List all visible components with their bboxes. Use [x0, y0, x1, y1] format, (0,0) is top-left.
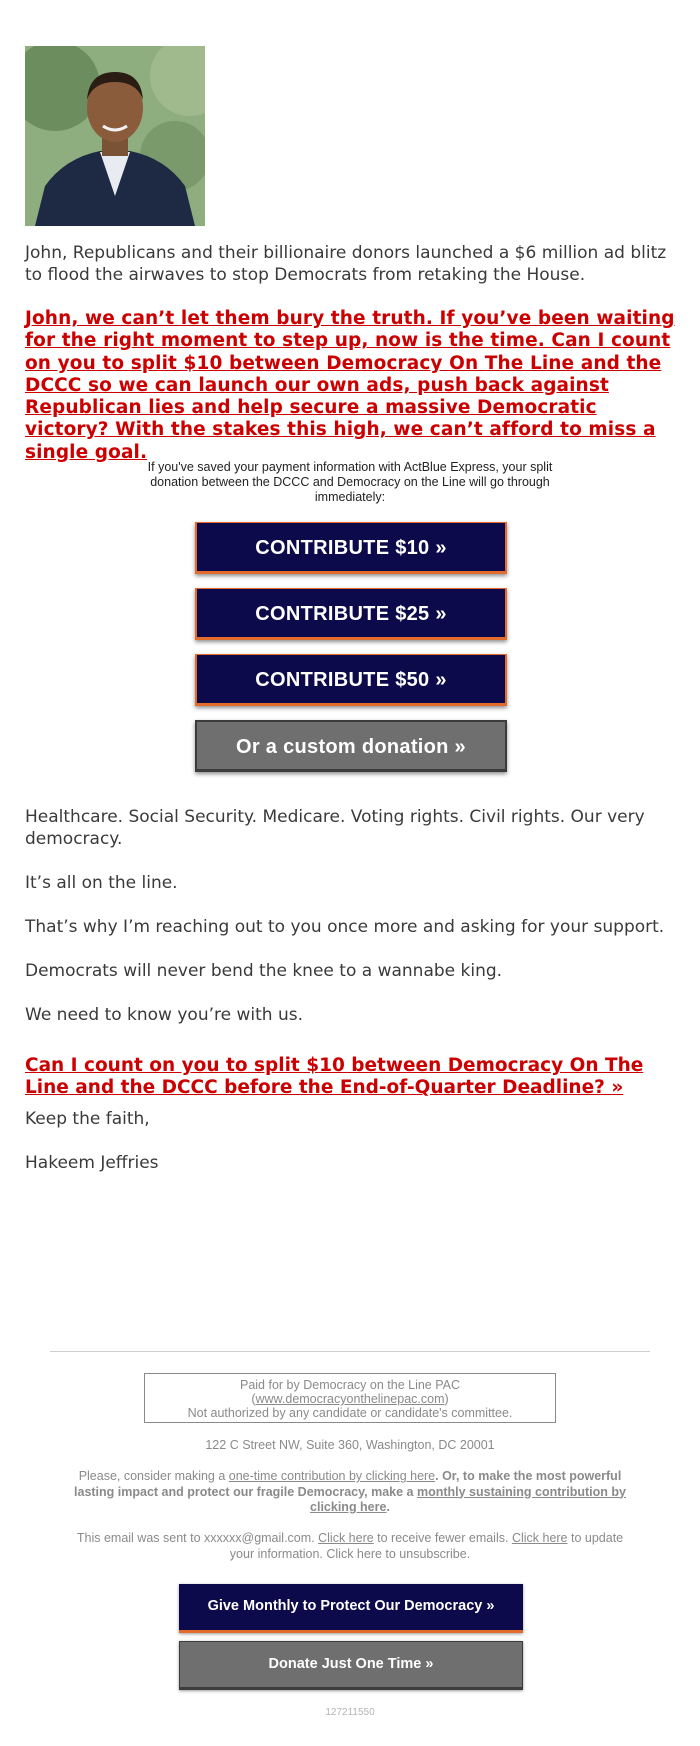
- sent-to-text: This email was sent to xxxxxx@gmail.com.: [76, 1531, 319, 1545]
- paid-for-box: [144, 1373, 556, 1423]
- contribute-10-button[interactable]: CONTRIBUTE $10 »: [195, 522, 507, 574]
- one-time-contribution-link[interactable]: one-time contribution by clicking here: [228, 1469, 436, 1483]
- intro-paragraph: John, Republicans and their billionaire donors launched a $6 million ad blitz to flood the airwaves to stop Democrats from retaking the House.: [25, 243, 667, 285]
- update-info-link[interactable]: Click here: [511, 1531, 568, 1545]
- donate-one-time-button[interactable]: Donate Just One Time »: [179, 1641, 523, 1690]
- custom-donation-button[interactable]: Or a custom donation »: [195, 720, 507, 772]
- mailing-address: 122 C Street NW, Suite 360, Washington, DC 20001: [205, 1438, 495, 1452]
- fewer-emails-link[interactable]: Click here: [318, 1531, 374, 1545]
- actblue-express-note: If you've saved your payment information with ActBlue Express, your split donation between the DCCC and Democracy on the Line will go through immediately:: [147, 460, 553, 504]
- give-monthly-button[interactable]: Give Monthly to Protect Our Democracy »: [179, 1584, 523, 1633]
- tracking-code: 127211550: [325, 1707, 375, 1718]
- email-preferences-text: [70, 1531, 630, 1562]
- candidate-photo: [25, 46, 205, 226]
- footer-divider: [50, 1351, 650, 1352]
- paid-for-url-line: (www.democracyonthelinepac.com): [251, 1392, 449, 1406]
- not-authorized-text: Not authorized by any candidate or candidate's committee.: [187, 1406, 513, 1420]
- fewer-emails-text: to receive fewer emails.: [373, 1531, 512, 1545]
- period: .: [386, 1500, 390, 1514]
- update-info-text: to update your information. Click here to unsubscribe.: [229, 1531, 624, 1561]
- paid-for-text: Paid for by Democracy on the Line PAC: [239, 1378, 460, 1392]
- on-line-paragraph: It’s all on the line.: [25, 873, 178, 893]
- pac-website-link[interactable]: www.democracyonthelinepac.com: [255, 1392, 445, 1406]
- consider-bold-text: . Or, to make the most powerful lasting impact and protect our fragile Democracy, make a: [74, 1469, 622, 1499]
- signature: Hakeem Jeffries: [25, 1153, 159, 1173]
- issues-paragraph: Healthcare. Social Security. Medicare. Voting rights. Civil rights. Our very democracy.: [25, 807, 645, 849]
- consider-prefix: Please, consider making a: [78, 1469, 229, 1483]
- contribute-50-button[interactable]: CONTRIBUTE $50 »: [195, 654, 507, 706]
- contribution-options-text: [70, 1469, 630, 1516]
- contribute-25-button[interactable]: CONTRIBUTE $25 »: [195, 588, 507, 640]
- never-bend-paragraph: Democrats will never bend the knee to a wannabe king.: [25, 961, 503, 981]
- split-donation-link[interactable]: John, we can’t let them bury the truth. If you’ve been waiting for the right moment to step up, now is the time. Can I count on you to split $10 between Democracy On The Line and the DCCC so we can launch our own ads, push back against Republican lies and help secure a massive Democratic victory? With the stakes this high, we can’t afford to miss a single goal.: [25, 308, 675, 463]
- deadline-donation-link[interactable]: Can I count on you to split $10 between Democracy On The Line and the DCCC before the End-of-Quarter Deadline? »: [25, 1055, 644, 1099]
- signoff: Keep the faith,: [25, 1109, 150, 1129]
- monthly-contribution-link[interactable]: monthly sustaining contribution by clicking here: [310, 1484, 626, 1514]
- portrait-image: [25, 46, 205, 226]
- with-us-paragraph: We need to know you’re with us.: [25, 1005, 303, 1025]
- reaching-out-paragraph: That’s why I’m reaching out to you once more and asking for your support.: [25, 917, 665, 937]
